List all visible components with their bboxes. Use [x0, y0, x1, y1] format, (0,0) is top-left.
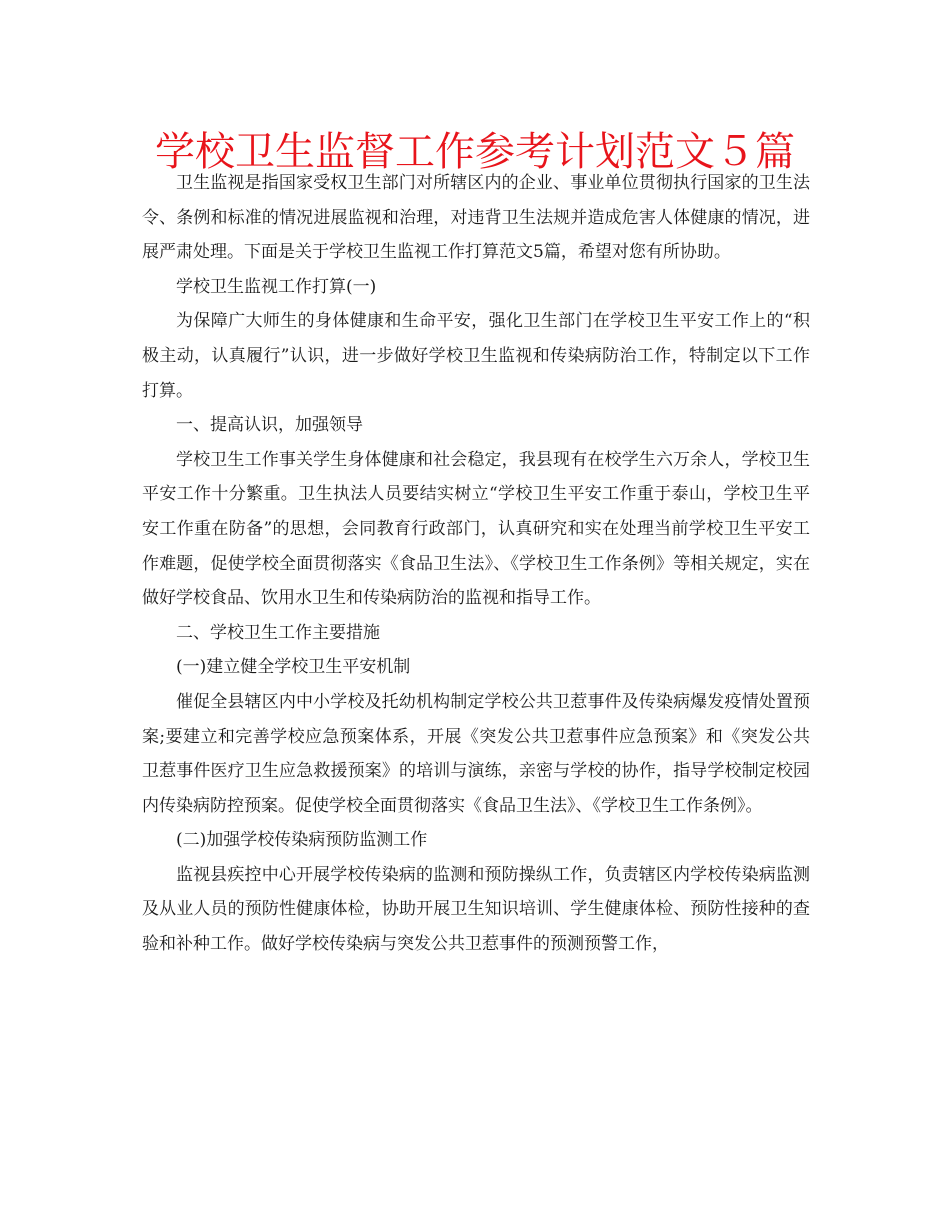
paragraph-section-1: 学校卫生工作事关学生身体健康和社会稳定，我县现有在校学生六万余人，学校卫生平安工作十分繁重。卫生执法人员要结实树立“学校卫生平安工作重于泰山，学校卫生平安工作重在防备”的思想，会同教育行政部门，认真研究和实在处理当前学校卫生平安工作难题，促使学校全面贯彻落实《食品卫生法》、《学校卫生工作条例》等相关规定，实在做好学校食品、饮用水卫生和传染病防治的监视和指导工作。 [142, 449, 810, 609]
document-title: 学校卫生监督工作参考计划范文５篇 [155, 129, 795, 175]
section-heading-1: 一、提高认识，加强领导 [176, 415, 363, 436]
paragraph-subsection-2: 监视县疾控中心开展学校传染病的监测和预防操纵工作，负责辖区内学校传染病监测及从业人员的预防性健康体检，协助开展卫生知识培训、学生健康体检、预防性接种的查验和补种工作。做好学校传染病与突发公共卫惹事件的预测预警工作， [142, 864, 810, 955]
subsection-heading-2: (二)加强学校传染病预防监测工作 [176, 830, 428, 851]
document-body [142, 166, 810, 962]
subsection-heading-1: (一)建立健全学校卫生平安机制 [176, 657, 411, 678]
paragraph-subsection-1: 催促全县辖区内中小学校及托幼机构制定学校公共卫惹事件及传染病爆发疫情处置预案;要建立和完善学校应急预案体系，开展《突发公共卫惹事件应急预案》和《突发公共卫惹事件医疗卫生应急救援预案》的培训与演练，亲密与学校的协作，指导学校制定校园内传染病防控预案。促使学校全面贯彻落实《食品卫生法》、《学校卫生工作条例》。 [142, 691, 810, 816]
paragraph-intro: 卫生监视是指国家受权卫生部门对所辖区内的企业、事业单位贯彻执行国家的卫生法令、条例和标准的情况进展监视和治理，对违背卫生法规并造成危害人体健康的情况，进展严肃处理。下面是关于学校卫生监视工作打算范文5篇，希望对您有所协助。 [142, 173, 810, 263]
paragraph-plan-heading: 学校卫生监视工作打算(一) [176, 276, 377, 297]
section-heading-2: 二、学校卫生工作主要措施 [176, 622, 380, 643]
paragraph-plan-purpose: 为保障广大师生的身体健康和生命平安，强化卫生部门在学校卫生平安工作上的“积极主动，认真履行”认识，进一步做好学校卫生监视和传染病防治工作，特制定以下工作打算。 [142, 311, 810, 401]
